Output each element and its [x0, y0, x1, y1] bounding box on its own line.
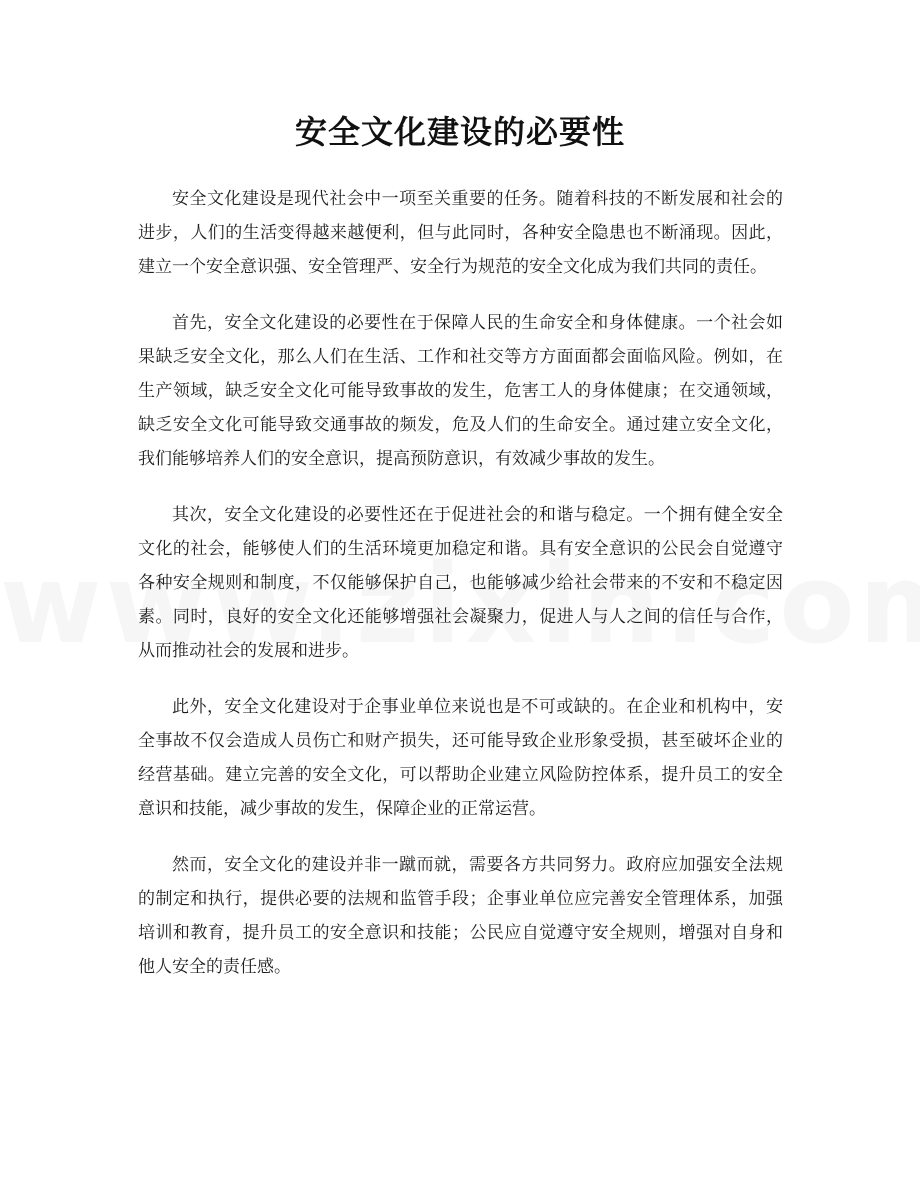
paragraph-5: 然而，安全文化的建设并非一蹴而就，需要各方共同努力。政府应加强安全法规的制定和执行，提供必要的法规和监管手段；企事业单位应完善安全管理体系，加强培训和教育，提升员工的安全意识和技能；公民应自觉遵守安全规则，增强对自身和他人安全的责任感。	[138, 855, 783, 977]
paragraph-4: 此外，安全文化建设对于企事业单位来说也是不可或缺的。在企业和机构中，安全事故不仅会造成人员伤亡和财产损失，还可能导致企业形象受损，甚至破坏企业的经营基础。建立完善的安全文化，可以帮助企业建立风险防控体系，提升员工的安全意识和技能，减少事故的发生，保障企业的正常运营。	[138, 697, 783, 819]
paragraph-2: 首先，安全文化建设的必要性在于保障人民的生命安全和身体健康。一个社会如果缺乏安全文化，那么人们在生活、工作和社交等方方面面都会面临风险。例如，在生产领域，缺乏安全文化可能导致事故的发生，危害工人的身体健康；在交通领域，缺乏安全文化可能导致交通事故的频发，危及人们的生命安全。通过建立安全文化，我们能够培养人们的安全意识，提高预防意识，有效减少事故的发生。	[138, 313, 783, 469]
paragraph-3: 其次，安全文化建设的必要性还在于促进社会的和谐与稳定。一个拥有健全安全文化的社会，能够使人们的生活环境更加稳定和谐。具有安全意识的公民会自觉遵守各种安全规则和制度，不仅能够保护自己，也能够减少给社会带来的不安和不稳定因素。同时，良好的安全文化还能够增强社会凝聚力，促进人与人之间的信任与合作，从而推动社会的发展和进步。	[138, 505, 783, 661]
paragraph-1: 安全文化建设是现代社会中一项至关重要的任务。随着科技的不断发展和社会的进步，人们的生活变得越来越便利，但与此同时，各种安全隐患也不断涌现。因此，建立一个安全意识强、安全管理严、安全行为规范的安全文化成为我们共同的责任。	[138, 189, 783, 277]
document-body	[138, 182, 783, 1006]
document-title: 安全文化建设的必要性	[294, 113, 625, 151]
